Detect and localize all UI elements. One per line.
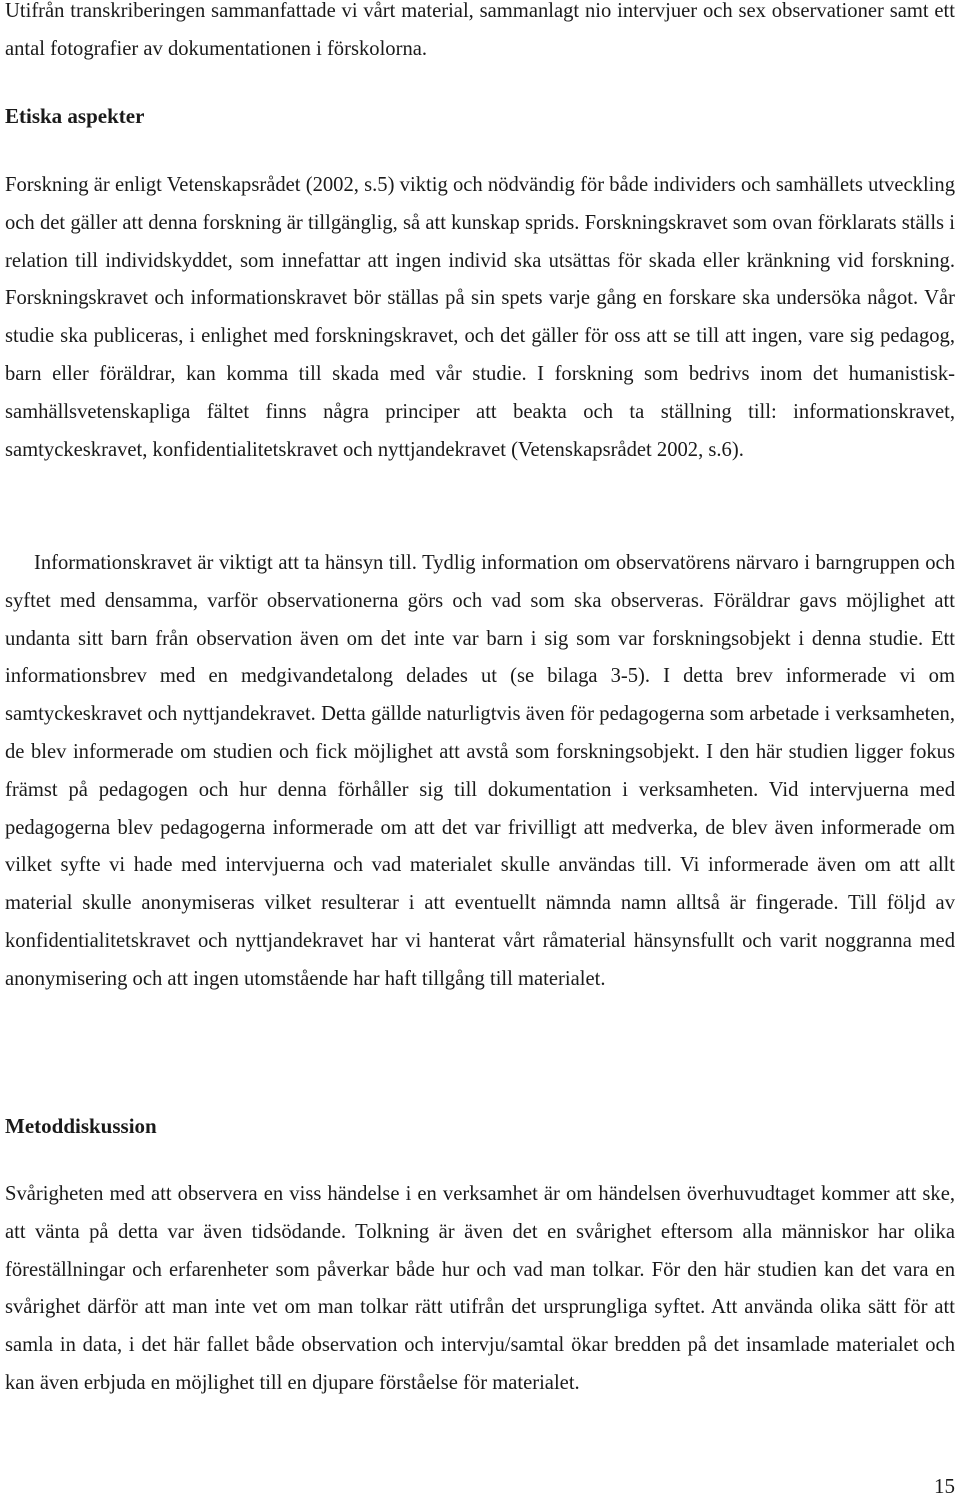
section-heading-ethics: Etiska aspekter [5, 104, 145, 128]
method-paragraph-1: Svårigheten med att observera en viss händelse i en verksamhet är om händelsen överhuvudtaget kommer att ske, att vänta på detta var även tidsödande. Tolkning är även det en svårighet eftersom alla människor har olika föreställningar och erfarenheter som påverkar både hur och vad man tolkar. För den här studien kan det vara en svårighet därför att man inte vet om man tolkar rätt utifrån det ursprungliga syftet. Att använda olika sätt för att samla in data, i det här fallet både observation och intervju/samtal ökar bredden på det insamlade materialet och kan även erbjuda en möjlighet till en djupare förståelse för materialet. [5, 1183, 955, 1394]
ethics-paragraph-2: Informationskravet är viktigt att ta hänsyn till. Tydlig information om observatörens närvaro i barngruppen och syftet med densamma, varför observationerna görs och vad som ska observeras. Föräldrar gavs möjlighet att undanta sitt barn från observation även om det inte var barn i sig som var forskningsobjekt i denna studie. Ett informationsbrev med en medgivandetalong delades ut (se bilaga 3-5). I detta brev informerade vi om samtyckeskravet och nyttjandekravet. Detta gällde naturligtvis även för pedagogerna som arbetade i verksamheten, de blev informerade om studien och fick möjlighet att avstå som forskningsobjekt. I den här studien ligger fokus främst på pedagogen och hur denna förhåller sig till dokumentation i verksamheten. Vid intervjuerna med pedagogerna blev pedagogerna informerade om att det var frivilligt att medverka, de blev även informerade om vilket syfte vi hade med intervjuerna och vad materialet skulle användas till. Vi informerade även om att allt material skulle anonymiseras vilket resulterar i att eventuellt nämnda namn alltså är fingerade. Till följd av konfidentialitetskravet och nyttjandekravet har vi hanterat vårt råmaterial hänsynsfullt och varit noggranna med anonymisering och att ingen utomstående har haft tillgång till materialet. [5, 552, 955, 990]
page-number: 15 [934, 1474, 955, 1498]
intro-paragraph: Utifrån transkriberingen sammanfattade vi vårt material, sammanlagt nio intervjuer och sex observationer samt ett antal fotografier av dokumentationen i förskolorna. [5, 0, 955, 60]
ethics-paragraph-1: Forskning är enligt Vetenskapsrådet (2002, s.5) viktig och nödvändig för både individers och samhällets utveckling och det gäller att denna forskning är tillgänglig, så att kunskap sprids. Forskningskravet som ovan förklarats ställs i relation till individskyddet, som innefattar att ingen individ ska utsättas för skada eller kränkning vid forskning. Forskningskravet och informationskravet bör ställas på sin spets varje gång en forskare ska undersöka något. Vår studie ska publiceras, i enlighet med forskningskravet, och det gäller för oss att se till att ingen, vare sig pedagog, barn eller föräldrar, kan komma till skada med vår studie. I forskning som bedrivs inom det humanistisk-samhällsvetenskapliga fältet finns några principer att beakta och ta ställning till: informationskravet, samtyckeskravet, konfidentialitetskravet och nyttjandekravet (Vetenskapsrådet 2002, s.6). [5, 174, 955, 461]
section-heading-method: Metoddiskussion [5, 1114, 157, 1138]
